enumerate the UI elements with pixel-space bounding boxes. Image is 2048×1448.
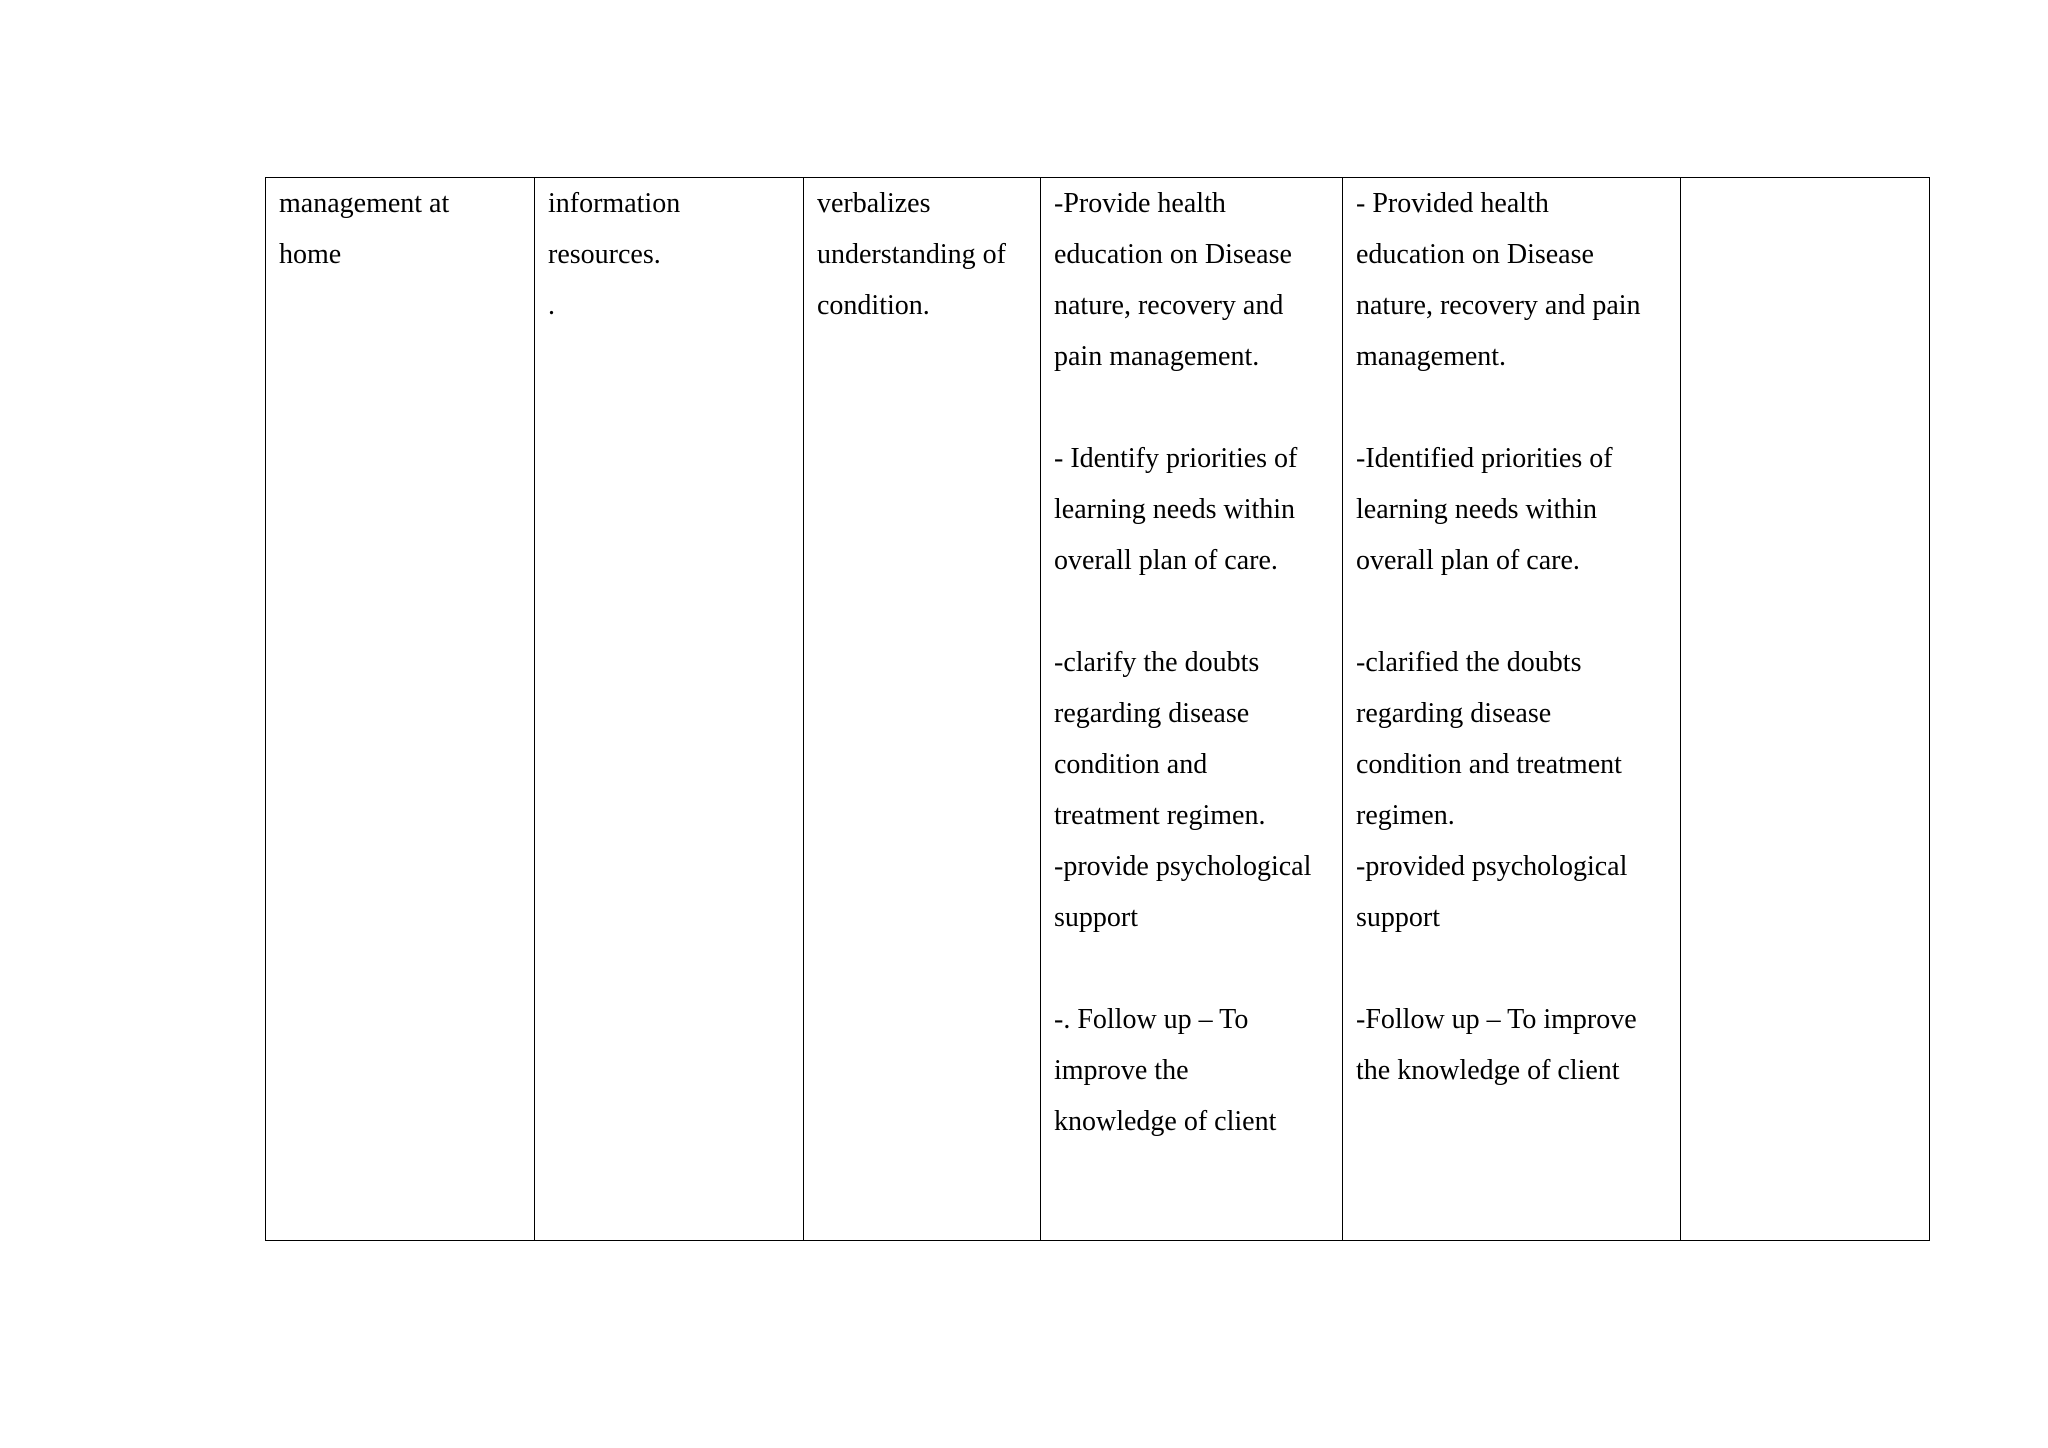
implementation-cell (1343, 178, 1681, 1241)
goal-cell (266, 178, 535, 1241)
cell-text-line: resources. (548, 239, 661, 270)
cell-text-line: -provide psychological (1054, 851, 1312, 882)
cell-text-line: -provided psychological (1356, 851, 1628, 882)
cell-text-line: -Identified priorities of (1356, 443, 1613, 474)
cell-text-line: condition. (817, 290, 930, 321)
cell-text-line: support (1054, 902, 1138, 933)
cell-text-line: verbalizes (817, 188, 931, 219)
cell-text-line: improve the (1054, 1055, 1189, 1086)
cell-text-line: management. (1356, 341, 1507, 372)
cell-text-line (1356, 382, 1668, 433)
cell-text-line: overall plan of care. (1356, 545, 1580, 576)
cell-text-line: -clarified the doubts (1356, 647, 1582, 678)
interventions-cell (1041, 178, 1343, 1241)
cell-text-line: understanding of (817, 239, 1006, 270)
cell-text-line: home (279, 239, 342, 270)
cell-text-line (1054, 382, 1330, 433)
cell-text-line: regimen. (1356, 800, 1455, 831)
cell-text-line: regarding disease (1356, 698, 1552, 729)
nursing-care-plan-table (265, 177, 1930, 1241)
cell-text-line: -Provide health (1054, 188, 1226, 219)
cell-text-line: condition and treatment (1356, 749, 1622, 780)
cell-text-line: education on Disease (1356, 239, 1594, 270)
cell-text-line: -Follow up – To improve (1356, 1004, 1637, 1035)
cell-text-line: the knowledge of client (1356, 1055, 1620, 1086)
cell-text-line (1054, 943, 1330, 994)
cell-text-line: support (1356, 902, 1440, 933)
cell-text-line: management at (279, 188, 450, 219)
cell-text-line: -clarify the doubts (1054, 647, 1260, 678)
table-row (266, 178, 1930, 1241)
cell-text-line: -. Follow up – To (1054, 1004, 1249, 1035)
cell-text-line: nature, recovery and (1054, 290, 1284, 321)
cell-text-line: - Identify priorities of (1054, 443, 1298, 474)
cell-text-line: treatment regimen. (1054, 800, 1266, 831)
cell-text-line (1356, 943, 1668, 994)
cell-text-line: learning needs within (1356, 494, 1598, 525)
outcome-cell (804, 178, 1041, 1241)
evaluation-cell (1681, 178, 1930, 1241)
cell-text-line: overall plan of care. (1054, 545, 1278, 576)
cell-text-line: learning needs within (1054, 494, 1296, 525)
cell-text-line (1054, 586, 1330, 637)
cell-text-line: pain management. (1054, 341, 1260, 372)
cell-text-line: . (548, 290, 555, 321)
cell-text-line: information (548, 188, 681, 219)
assessment-cell (535, 178, 804, 1241)
cell-text-line: - Provided health (1356, 188, 1549, 219)
cell-text-line: education on Disease (1054, 239, 1292, 270)
cell-text-line: regarding disease (1054, 698, 1250, 729)
cell-text-line: nature, recovery and pain (1356, 290, 1641, 321)
cell-text-line: knowledge of client (1054, 1106, 1277, 1137)
cell-text-line: condition and (1054, 749, 1208, 780)
cell-text-line (1356, 586, 1668, 637)
